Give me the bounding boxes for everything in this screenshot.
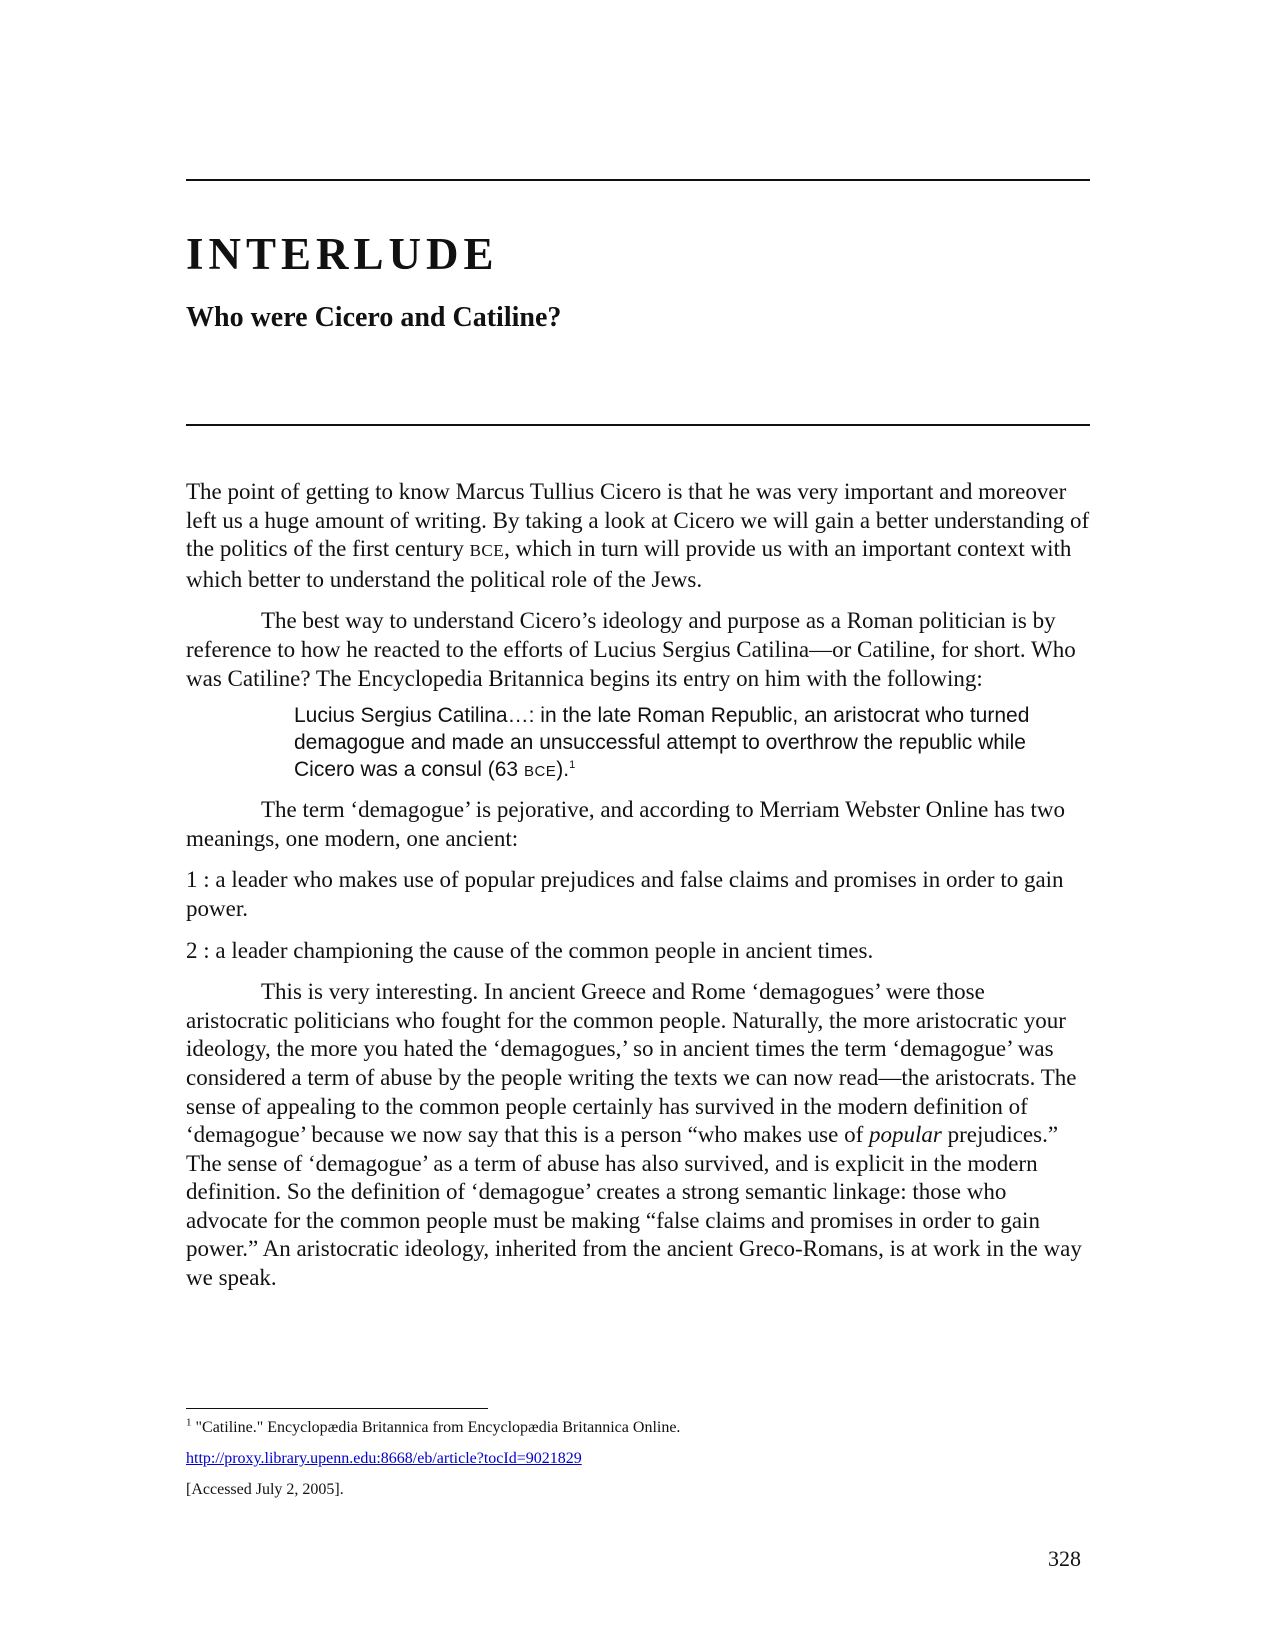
paragraph-catiline: The best way to understand Cicero’s ideology and purpose as a Roman politician is by reference to how he reacted to the efforts of Lucius Sergius Catilina—or Catiline, for short. Who was Catiline? The Encyclopedia Britannica begins its entry on him with the following: <box>186 608 1076 691</box>
chapter-title: INTERLUDE <box>186 229 499 279</box>
top-rule <box>186 179 1090 181</box>
bce-small-caps: BCE <box>469 541 505 561</box>
footnote-reference[interactable]: 1 <box>569 759 576 772</box>
footnote-url-line <box>186 1449 1090 1469</box>
footnote-citation: $^1$ "Catiline." Encyclopædia Britannica from Encyclopædia Britannica Online. <box>186 1416 681 1436</box>
footnote-separator <box>186 1408 488 1409</box>
page-number: 328 <box>1048 1546 1081 1571</box>
paragraph-intro: The point of getting to know Marcus Tullius Cicero is that he was very important and moreover left us a huge amount of writing. By taking a look at Cicero we will gain a better understanding of the politics of the first century BCE, which in turn will provide us with an important context with which better to understand the political role of the Jews. <box>186 479 1090 592</box>
chapter-subtitle: Who were Cicero and Catiline? <box>186 302 562 333</box>
footnote-accessed: [Accessed July 2, 2005]. <box>186 1481 344 1498</box>
footnote-number: 1 <box>186 1416 192 1429</box>
footnote <box>186 1418 1090 1511</box>
block-quote: Lucius Sergius Catilina…: in the late Roman Republic, an aristocrat who turned demagogue and made an unsuccessful attempt to overthrow the republic while Cicero was a consul (63 BCE).$^1$ <box>294 704 1030 782</box>
body-text <box>186 478 1090 1306</box>
footnote-link[interactable]: http://proxy.library.upenn.edu:8668/eb/article?tocId=9021829 <box>186 1450 582 1467</box>
paragraph-interpretation: This is very interesting. In ancient Greece and Rome ‘demagogues’ were those aristocratic politicians who fought for the common people. Naturally, the more aristocratic your ideology, the more you hated the ‘demagogues,’ so in ancient times the term ‘demagogue’ was considered a term of abuse by the people writing the texts we can now read—the aristocrats. The sense of appealing to the common people certainly has survived in the modern definition of ‘demagogue’ because we now say that this is a person “who makes use of popular prejudices.” The sense of ‘demagogue’ as a term of abuse has also survived, and is explicit in the modern definition. So the definition of ‘demagogue’ creates a strong semantic linkage: those who advocate for the common people must be making “false claims and promises in order to gain power.” An aristocratic ideology, inherited from the ancient Greco-Romans, is at work in the way we speak. <box>186 979 1082 1291</box>
definition-ancient: 2 : a leader championing the cause of the common people in ancient times. <box>186 937 874 963</box>
definition-modern: 1 : a leader who makes use of popular prejudices and false claims and promises in order to gain power. <box>186 867 1064 921</box>
bottom-rule <box>186 424 1090 426</box>
paragraph-demagogue-term: The term ‘demagogue’ is pejorative, and according to Merriam Webster Online has two meanings, one modern, one ancient: <box>186 797 1065 851</box>
emphasis-popular: popular <box>868 1122 942 1148</box>
bce-small-caps: BCE <box>523 763 557 781</box>
